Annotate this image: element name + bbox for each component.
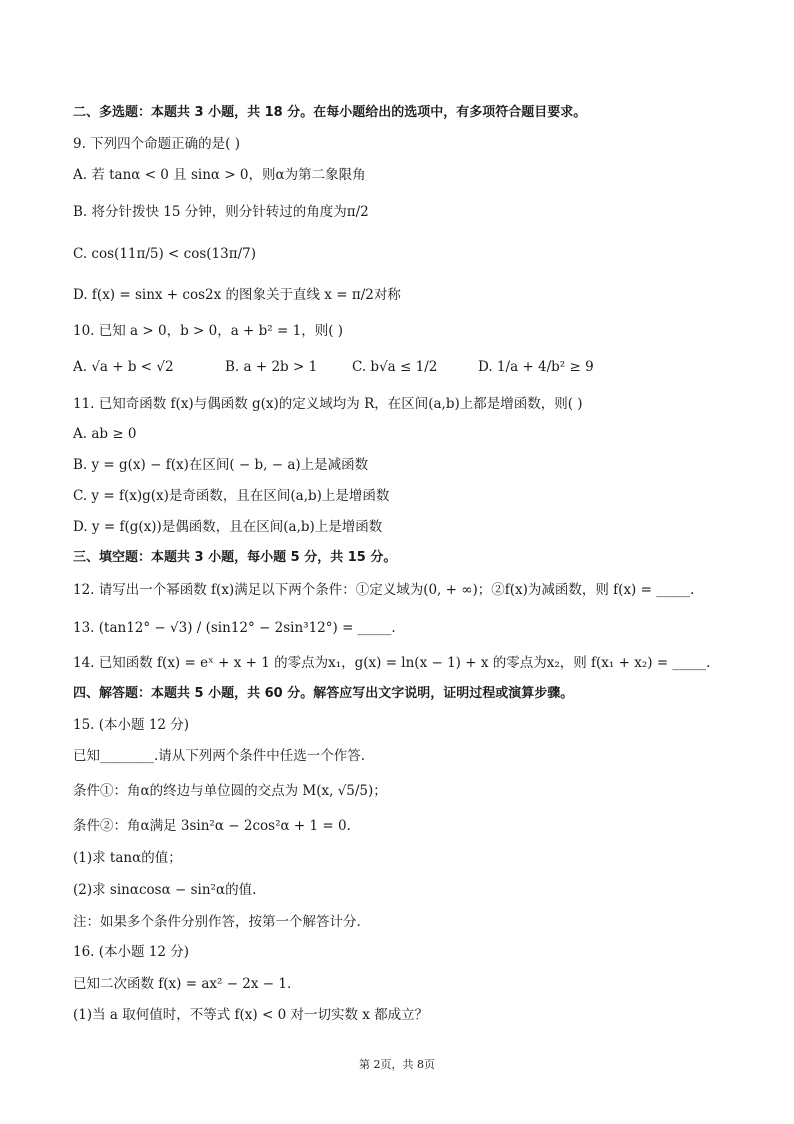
- q15-part-2: (2)求 sinαcosα − sin²α的值.: [73, 882, 257, 898]
- q10-option-c: C. b√a ≤ 1/2: [352, 359, 438, 375]
- page-footer: 第 2页，共 8页: [359, 1058, 435, 1071]
- q11-stem: 11. 已知奇函数 f(x)与偶函数 g(x)的定义域均为 R，在区间(a,b)上都是增函数，则( ): [73, 396, 583, 412]
- q9-option-d: D. f(x) = sinx + cos2x 的图象关于直线 x = π/2对称: [73, 287, 401, 303]
- q9-stem: 9. 下列四个命题正确的是( ): [73, 136, 240, 152]
- q11-option-c: C. y = f(x)g(x)是奇函数，且在区间(a,b)上是增函数: [73, 488, 390, 504]
- q10-option-d: D. 1/a + 4/b² ≥ 9: [478, 359, 594, 375]
- section3-heading: 三、填空题：本题共 3 小题，每小题 5 分，共 15 分。: [73, 550, 397, 565]
- q13-text: 13. (tan12° − √3) / (sin12° − 2sin³12°) = _____.: [73, 620, 396, 636]
- q10-stem: 10. 已知 a > 0，b > 0，a + b² = 1，则( ): [73, 323, 344, 339]
- q16-part-1: (1)当 a 取何值时，不等式 f(x) < 0 对一切实数 x 都成立？: [73, 1007, 429, 1023]
- q9-option-b: B. 将分针拨快 15 分钟，则分针转过的角度为π/2: [73, 204, 369, 220]
- section2-heading: 二、多选题：本题共 3 小题，共 18 分。在每小题给出的选项中，有多项符合题目要求。: [73, 105, 587, 120]
- section4-heading: 四、解答题：本题共 5 小题，共 60 分。解答应写出文字说明，证明过程或演算步骤。: [73, 686, 574, 701]
- q10-option-a: A. √a + b < √2: [73, 359, 174, 375]
- q12-text: 12. 请写出一个幂函数 f(x)满足以下两个条件：①定义域为(0, + ∞)；②f(x)为减函数，则 f(x) = _____.: [73, 582, 695, 598]
- q15-title: 15. (本小题 12 分): [73, 717, 190, 733]
- q9-option-a: A. 若 tanα < 0 且 sinα > 0，则α为第二象限角: [73, 167, 366, 183]
- q15-condition-2: 条件②：角α满足 3sin²α − 2cos²α + 1 = 0.: [73, 818, 351, 834]
- q14-text: 14. 已知函数 f(x) = eˣ + x + 1 的零点为x₁，g(x) = ln(x − 1) + x 的零点为x₂，则 f(x₁ + x₂) = _____.: [73, 655, 711, 671]
- q16-intro: 已知二次函数 f(x) = ax² − 2x − 1.: [73, 976, 292, 992]
- q15-note: 注：如果多个条件分别作答，按第一个解答计分.: [73, 914, 361, 930]
- q11-option-d: D. y = f(g(x))是偶函数，且在区间(a,b)上是增函数: [73, 519, 383, 535]
- q10-option-b: B. a + 2b > 1: [225, 359, 318, 375]
- q9-option-c: C. cos(11π/5) < cos(13π/7): [73, 246, 257, 262]
- q15-intro: 已知________.请从下列两个条件中任选一个作答.: [73, 748, 366, 764]
- q15-part-1: (1)求 tanα的值；: [73, 850, 182, 866]
- q16-title: 16. (本小题 12 分): [73, 944, 190, 960]
- q11-option-a: A. ab ≥ 0: [73, 426, 137, 442]
- q15-condition-1: 条件①：角α的终边与单位圆的交点为 M(x, √5/5)；: [73, 783, 387, 799]
- q11-option-b: B. y = g(x) − f(x)在区间( − b, − a)上是减函数: [73, 457, 369, 473]
